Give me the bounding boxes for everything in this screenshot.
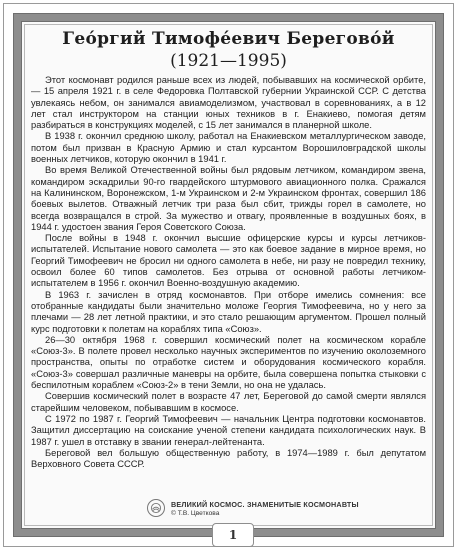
copyright-author: © Т.В. Цветкова xyxy=(171,509,220,517)
page-title: Гео́ргий Тимофе́евич Берегово́й xyxy=(62,29,395,49)
publisher-logo-icon xyxy=(147,499,165,517)
life-years: (1921—1995) xyxy=(170,51,287,71)
paragraph: После войны в 1948 г. окончил высшие офицерские курсы и курсы летчиков-испытателей. Испытание нового самолета — это как боевое задание в мирное время, но Георгий Тимофеевич не бросил ни одного самолета в небе, ни разу не повредил технику, освоил более 60 типов самолетов. Без отрыва от основной работы летчиком-испытателем в 1956 г. окончил Военно-воздушную академию. xyxy=(31,233,426,289)
paragraph: 26—30 октября 1968 г. совершил космический полет на космическом корабле «Союз-3». В полете провел несколько научных экспериментов по изучению околоземного пространства, опыты по отработке систем и оборудования космического корабля. «Союз-3» совершал различные маневры на орбите, была совершена попытка стыковки с беспилотным кораблем «Союз-2» в тени Земли, но она не удалась. xyxy=(31,334,426,391)
paragraph: В 1938 г. окончил среднюю школу, работал на Енакиевском металлургическом заводе, потом был призван в Красную Армию и стал курсантом Ворошиловградской школы военных летчиков, которую окончил в 1941 г. xyxy=(31,131,426,165)
card xyxy=(3,3,454,547)
content xyxy=(31,29,426,496)
paragraph: Береговой вел большую общественную работу, в 1974—1989 г. был депутатом Верховного Совета СССР. xyxy=(31,447,426,470)
page-number: 1 xyxy=(212,523,254,547)
paragraph: Во время Великой Отечественной войны был рядовым летчиком, командиром звена, командиром эскадрильи 90-го гвардейского штурмового авиационного полка. Сражался на Калининском, Воронежском, 1-м Украинском и 2-м Украинском фронтах, совершил 186 боевых вылетов. Отважный летчик три раза был сбит, трижды горел в самолете, но всегда возвращался в строй. За мужество и отвагу, проявленные в воздушных боях, в 1944 г. удостоен звания Героя Советского Союза. xyxy=(31,165,426,232)
paragraph: В 1963 г. зачислен в отряд космонавтов. При отборе имелись сомнения: все отобранные кандидаты были значительно моложе Георгия Тимофеевича, но у него за плечами — 28 лет летной практики, и это стало решающим аргументом. Прошел полный курс подготовки к полетам на кораблях типа «Союз». xyxy=(31,289,426,334)
paragraph: Совершив космический полет в возрасте 47 лет, Береговой до самой смерти являлся старейшим человеком, побывавшим в космосе. xyxy=(31,391,426,413)
paragraph: Этот космонавт родился раньше всех из людей, побывавших на космической орбите, — 15 апреля 1921 г. в селе Федоровка Полтавской губернии Украинской ССР. С детства увлекаясь небом, он занимался авиамоделизмом, участвовал в соревнованиях, а в 12 лет стал инструктором на станции юных техников в г. Енакиево, помогая детям разбираться в конструкциях моделей, с 15 лет занимался в планерной школе. xyxy=(31,75,426,131)
paragraph: С 1972 по 1987 г. Георгий Тимофеевич — начальник Центра подготовки космонавтов. Защитил диссертацию на соискание ученой степени кандидата психологических наук. В 1987 г. ушел в отставку в звании генерал-лейтенанта. xyxy=(31,413,426,447)
series-title: ВЕЛИКИЙ КОСМОС. ЗНАМЕНИТЫЕ КОСМОНАВТЫ xyxy=(171,499,359,509)
footer xyxy=(147,499,359,517)
